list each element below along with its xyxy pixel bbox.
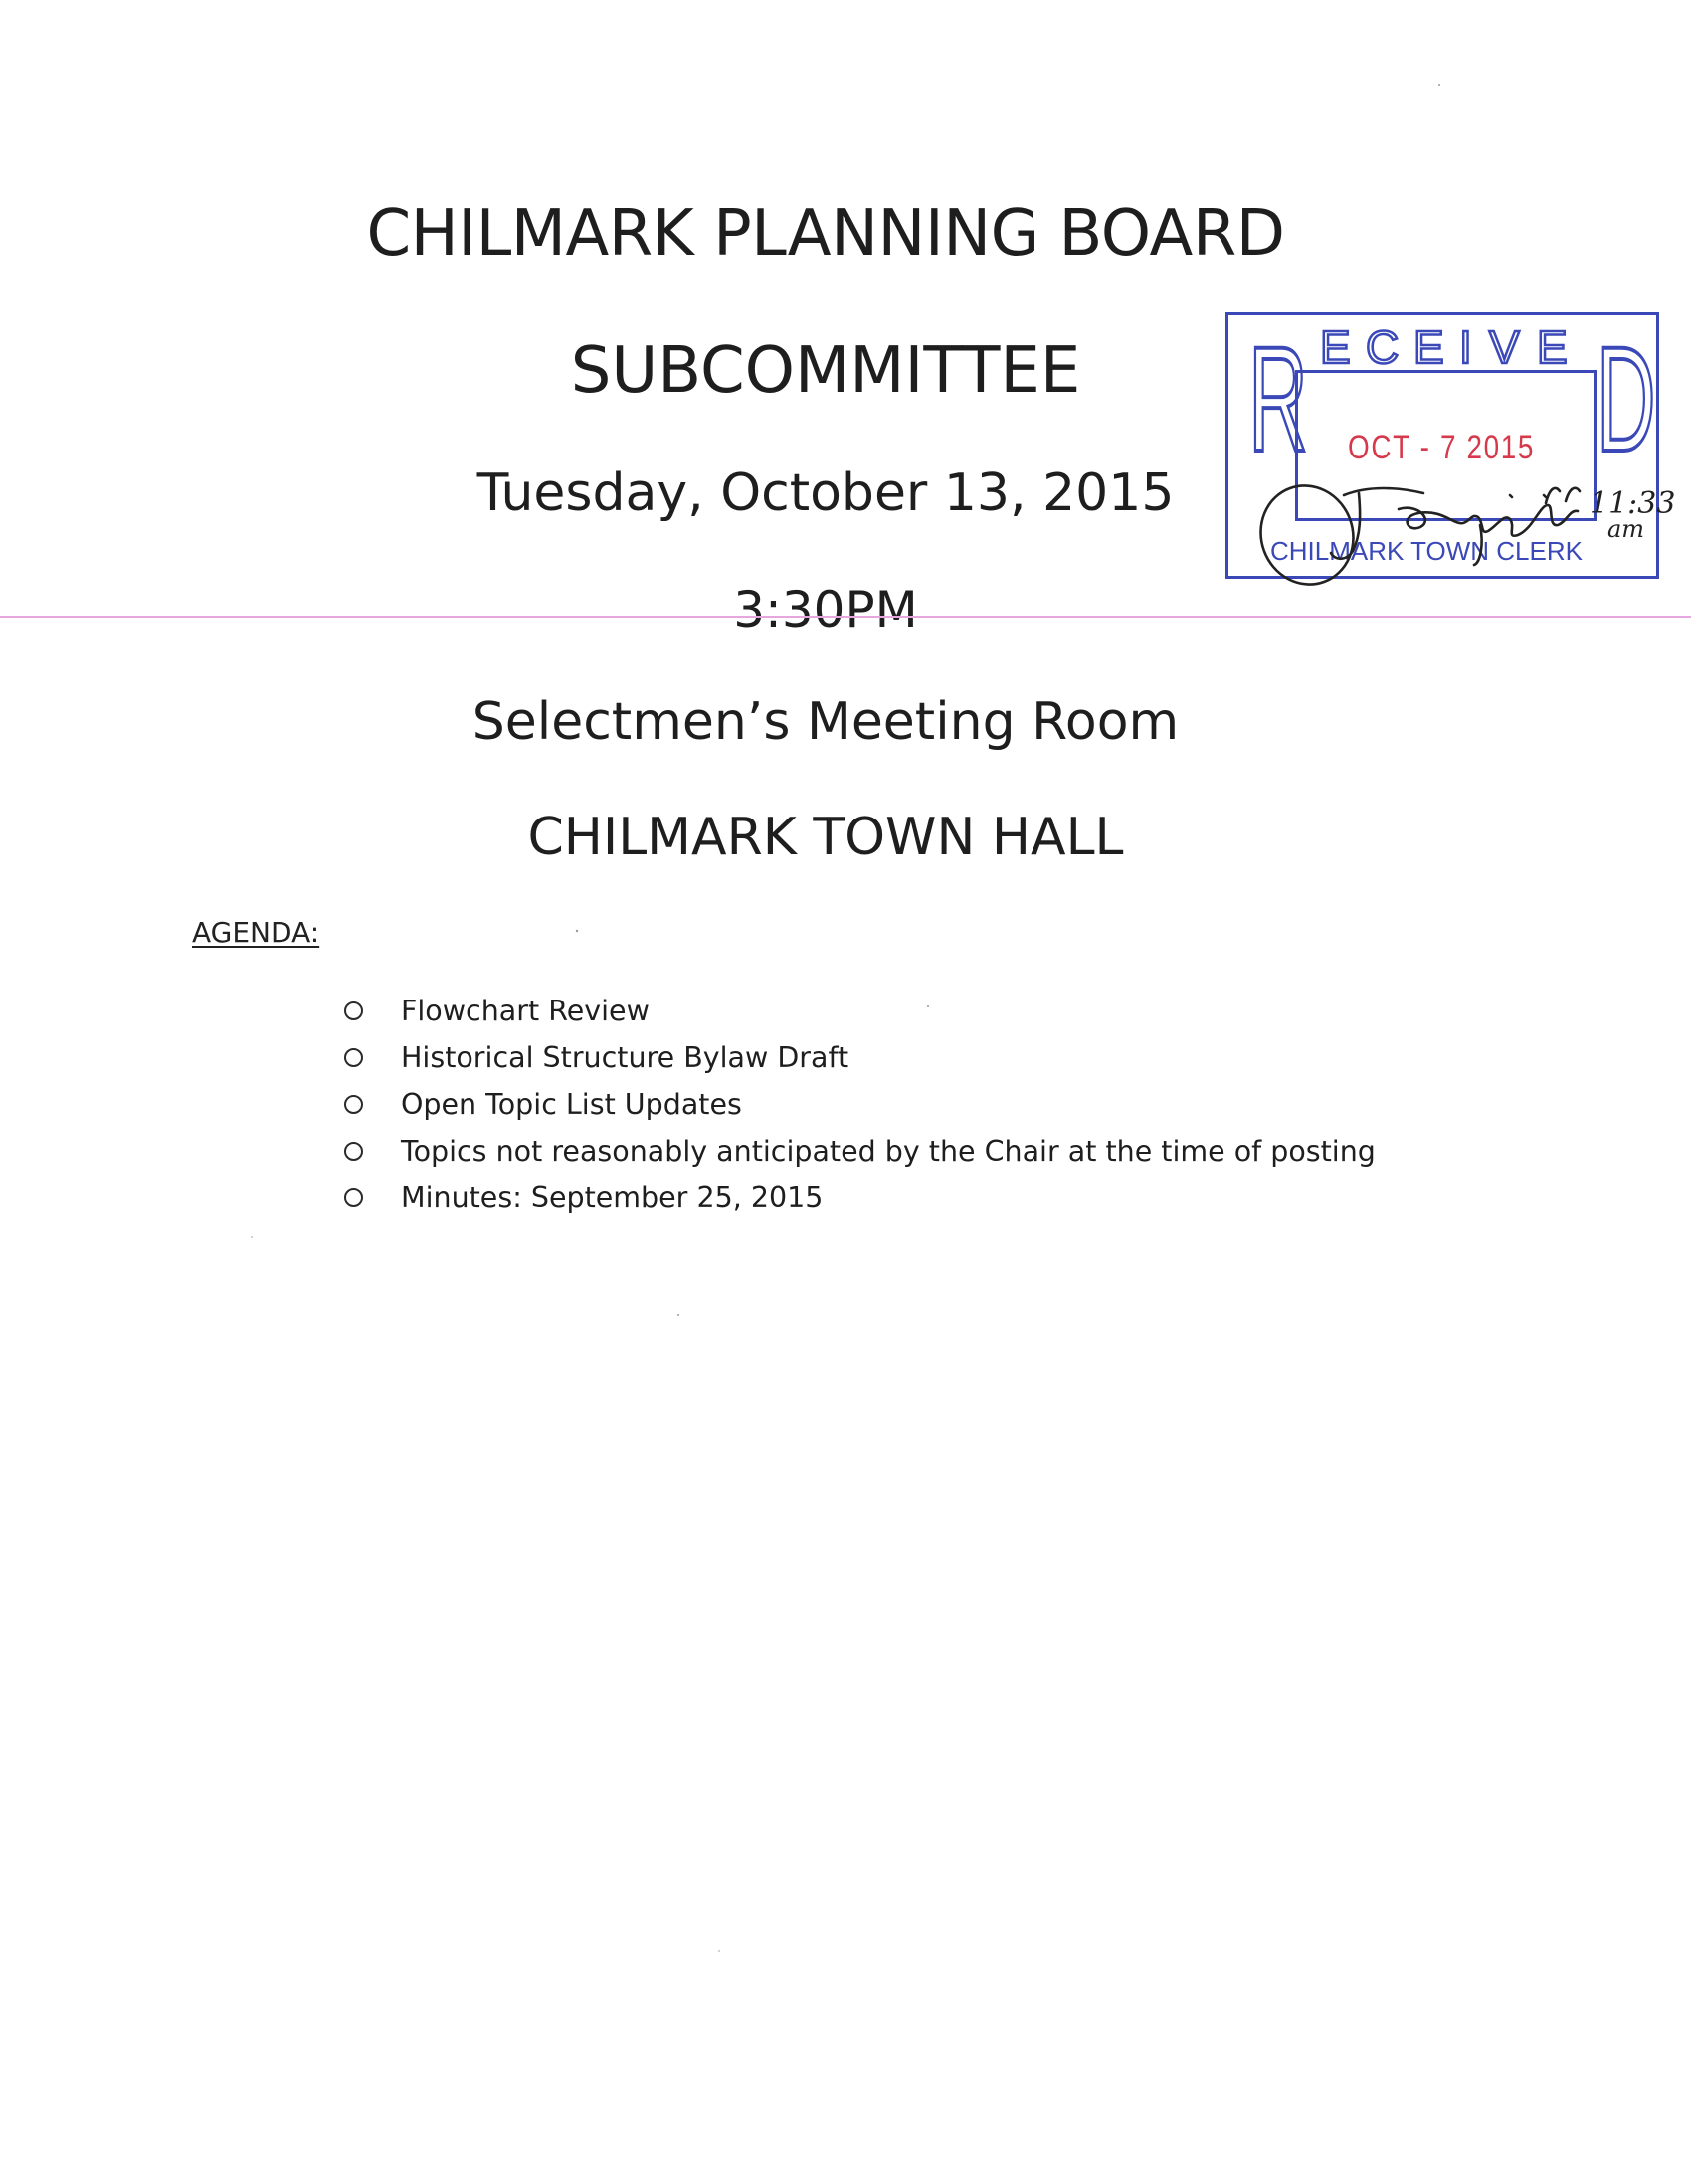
circle-bullet-icon <box>344 1095 363 1114</box>
circle-bullet-icon <box>344 1048 363 1067</box>
stamp-date: OCT - 7 2015 <box>1348 429 1536 466</box>
svg-text:D: D <box>1597 314 1656 483</box>
meeting-room: Selectmen’s Meeting Room <box>471 692 1180 752</box>
agenda-label: AGENDA: <box>192 916 320 949</box>
agenda-item-text: Open Topic List Updates <box>401 1088 742 1121</box>
handwritten-time-hour: 11:33 <box>1590 486 1676 521</box>
circle-bullet-icon <box>344 1001 363 1020</box>
handwritten-time-ampm: am <box>1607 515 1645 543</box>
agenda-item <box>338 1175 1376 1221</box>
handwritten-signature <box>1249 465 1676 605</box>
stamp-clerk-label: CHILMARK TOWN CLERK <box>1270 536 1583 566</box>
svg-text:E: E <box>1320 321 1351 373</box>
svg-text:I: I <box>1459 321 1472 373</box>
svg-text:R: R <box>1248 314 1308 483</box>
circle-bullet-icon <box>344 1188 363 1207</box>
meeting-date: Tuesday, October 13, 2015 <box>476 463 1175 523</box>
meeting-venue: CHILMARK TOWN HALL <box>527 808 1124 867</box>
scan-rule-line <box>0 616 1691 618</box>
meeting-time: 3:30PM <box>733 581 918 638</box>
svg-text:V: V <box>1489 321 1520 373</box>
svg-text:E: E <box>1537 321 1568 373</box>
agenda-item-text: Flowchart Review <box>401 995 650 1027</box>
agenda-item <box>338 1128 1376 1175</box>
title-line-2: SUBCOMMITTEE <box>570 334 1081 408</box>
agenda-item <box>338 1081 1376 1128</box>
svg-text:C: C <box>1366 321 1400 373</box>
agenda-item <box>338 988 1376 1034</box>
title-line-1: CHILMARK PLANNING BOARD <box>366 197 1285 271</box>
agenda-item-text: Historical Structure Bylaw Draft <box>401 1041 849 1074</box>
svg-text:E: E <box>1413 321 1444 373</box>
circle-bullet-icon <box>344 1142 363 1161</box>
agenda-item <box>338 1034 1376 1081</box>
agenda-item-text: Topics not reasonably anticipated by the Chair at the time of posting <box>401 1135 1376 1168</box>
agenda-list <box>338 988 1376 1221</box>
agenda-item-text: Minutes: September 25, 2015 <box>401 1182 824 1214</box>
